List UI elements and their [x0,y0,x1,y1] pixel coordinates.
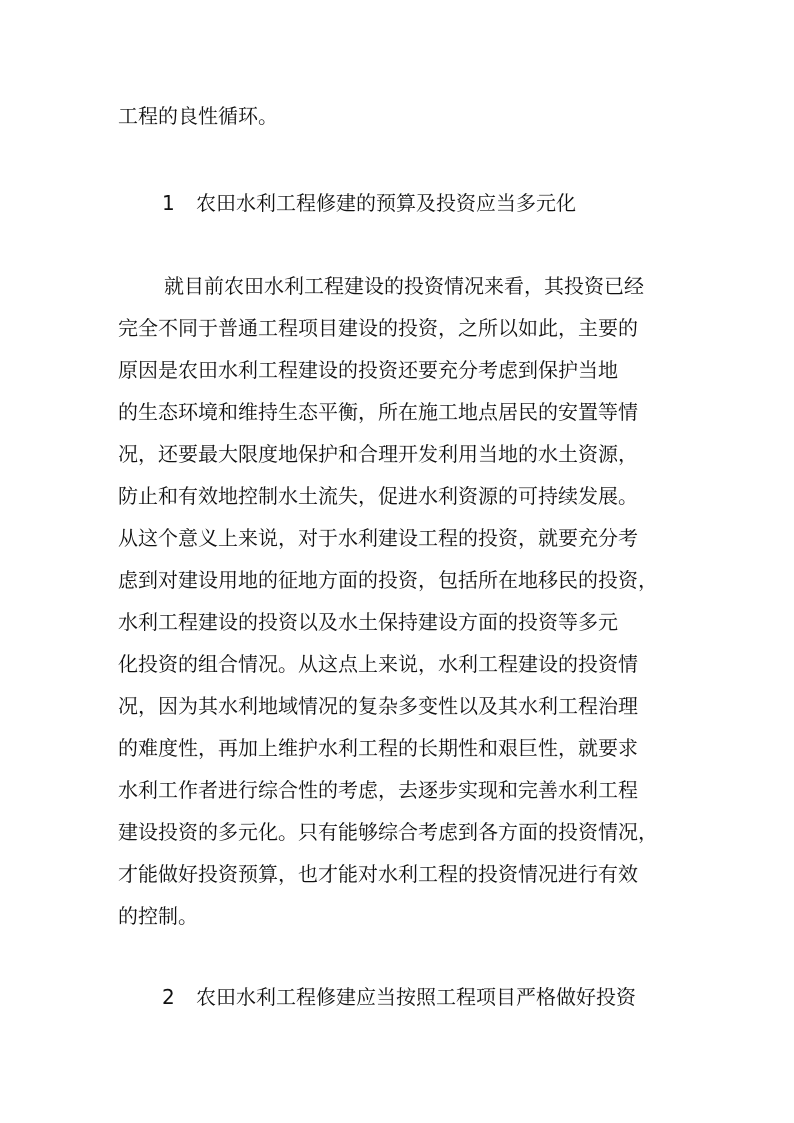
section-number: 1 [162,191,175,215]
paragraph-line: 完全不同于普通工程项目建设的投资，之所以如此，主要的 [118,316,638,340]
paragraph-line: 水利工程建设的投资以及水土保持建设方面的投资等多元 [118,610,618,634]
paragraph-line: 建设投资的多元化。只有能够综合考虑到各方面的投资情况， [118,820,658,844]
paragraph-line: 的控制。 [118,904,198,928]
paragraph-line: 水利工作者进行综合性的考虑，去逐步实现和完善水利工程 [118,778,638,802]
section-number: 2 [162,985,175,1009]
section-heading-1 [162,191,576,215]
paragraph-line: 才能做好投资预算，也才能对水利工程的投资情况进行有效 [118,862,638,886]
paragraph-line: 就目前农田水利工程建设的投资情况来看，其投资已经 [164,274,644,298]
section-title: 农田水利工程修建应当按照工程项目严格做好投资 [196,985,636,1009]
paragraph-line: 的难度性，再加上维护水利工程的长期性和艰巨性，就要求 [118,736,638,760]
paragraph-line: 防止和有效地控制水土流失，促进水利资源的可持续发展。 [118,484,638,508]
paragraph-line: 从这个意义上来说，对于水利建设工程的投资，就要充分考 [118,526,638,550]
paragraph-line: 虑到对建设用地的征地方面的投资，包括所在地移民的投资， [118,568,658,592]
paragraph-line: 原因是农田水利工程建设的投资还要充分考虑到保护当地 [118,358,618,382]
section-heading-2 [162,985,636,1009]
intro-line: 工程的良性循环。 [118,104,278,128]
paragraph-line: 的生态环境和维持生态平衡，所在施工地点居民的安置等情 [118,400,638,424]
paragraph-line: 化投资的组合情况。从这点上来说，水利工程建设的投资情 [118,652,638,676]
paragraph-line: 况，还要最大限度地保护和合理开发利用当地的水土资源， [118,442,638,466]
section-title: 农田水利工程修建的预算及投资应当多元化 [196,191,576,215]
paragraph-line: 况，因为其水利地域情况的复杂多变性以及其水利工程治理 [118,694,638,718]
